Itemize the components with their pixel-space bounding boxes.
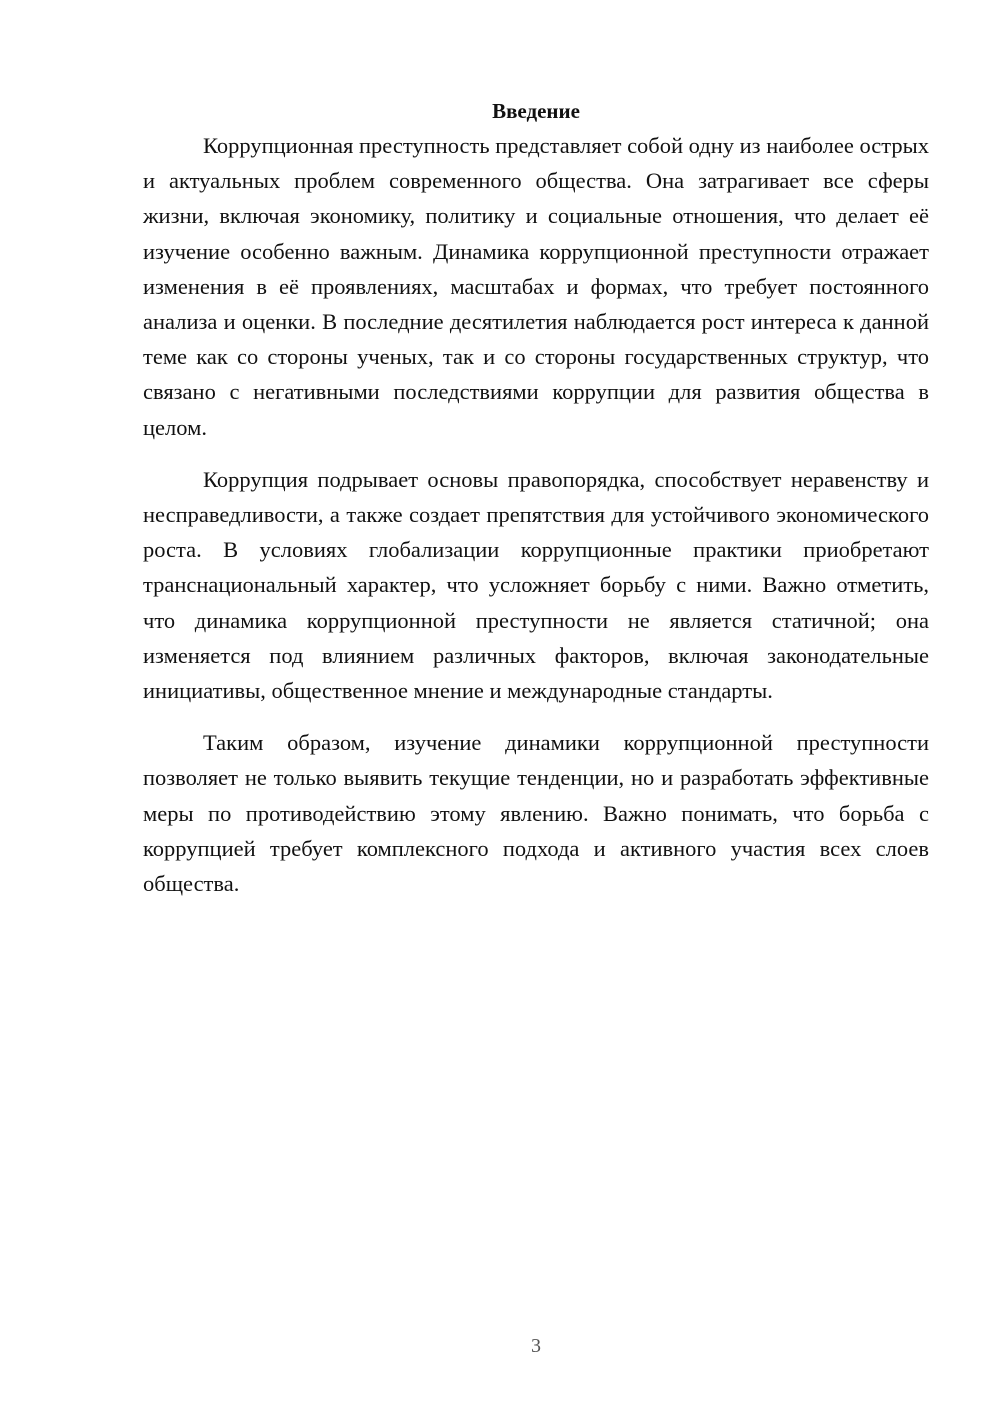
page-number: 3 <box>531 1335 541 1357</box>
document-body <box>143 96 929 918</box>
paragraph-2: Коррупция подрывает основы правопорядка, способствует неравенству и несправедливости, а также создает препятствия для устойчивого экономического роста. В условиях глобализации коррупционные практики приобретают транснациональный характер, что усложняет борьбу с ними. Важно отметить, что динамика коррупционной преступности не является статичной; она изменяется под влиянием различных факторов, включая законодательные инициативы, общественное мнение и международные стандарты. <box>143 466 929 704</box>
section-title: Введение <box>492 99 580 123</box>
paragraph-3: Таким образом, изучение динамики коррупционной преступности позволяет не только выявить текущие тенденции, но и разработать эффективные меры по противодействию этому явлению. Важно понимать, что борьба с коррупцией требует комплексного подхода и активного участия всех слоев общества. <box>143 730 929 897</box>
paragraph-1: Коррупционная преступность представляет собой одну из наиболее острых и актуальных проблем современного общества. Она затрагивает все сферы жизни, включая экономику, политику и социальные отношения, что делает её изучение особенно важным. Динамика коррупционной преступности отражает изменения в её проявлениях, масштабах и формах, что требует постоянного анализа и оценки. В последние десятилетия наблюдается рост интереса к данной теме как со стороны ученых, так и со стороны государственных структур, что связано с негативными последствиями коррупции для развития общества в целом. <box>143 133 930 440</box>
